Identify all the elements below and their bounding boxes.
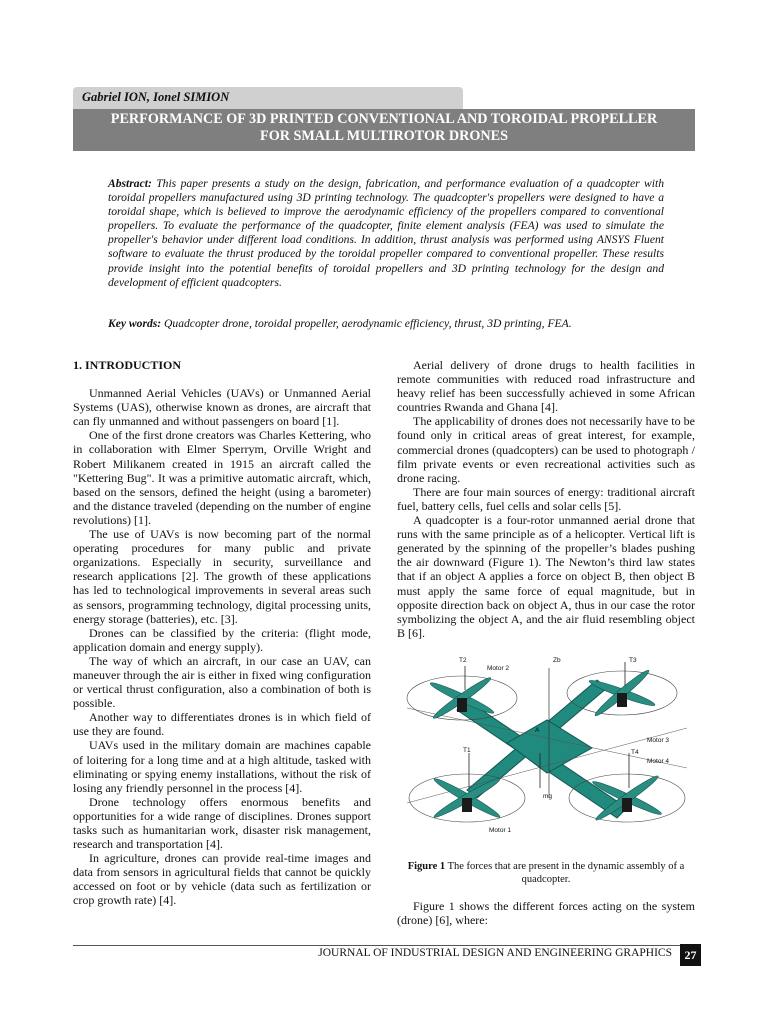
paragraph: Aerial delivery of drone drugs to health facilities in remote communities with reduced road infrastructure and heavy relief has been successfully achieved in some African countries Rwanda and Ghana [4]. — [397, 358, 695, 415]
section-heading: 1. INTRODUCTION — [73, 358, 182, 372]
paragraph: Unmanned Aerial Vehicles (UAVs) or Unmanned Aerial Systems (UAS), otherwise known as drones, are aircraft that can fly unmanned and without passengers on board [1]. — [73, 386, 371, 429]
title-line-2: FOR SMALL MULTIROTOR DRONES — [260, 128, 508, 144]
paragraph: One of the first drone creators was Charles Kettering, who in collaboration with Elmer Sperrym, Orville Wright and Robert Milikanem created in 1915 an aircraft called the "Kettering Bug". It was a primitive automatic aircraft, which, based on the sensors, defined the height (using a barometer) and the distance traveled (depending on the number of engine revolutions) [1]. — [73, 428, 371, 527]
keywords-text: Quadcopter drone, toroidal propeller, aerodynamic efficiency, thrust, 3D printing, FEA. — [164, 317, 572, 330]
label-t3: T3 — [629, 657, 637, 664]
figure-label: Figure 1 — [407, 861, 446, 872]
right-column — [397, 358, 695, 640]
label-motor1: Motor 1 — [489, 827, 512, 834]
keywords-label: Key words: — [108, 317, 162, 330]
label-motor2: Motor 2 — [487, 665, 510, 672]
label-zb: Zb — [553, 657, 561, 664]
left-column — [73, 358, 371, 908]
label-motor3: Motor 3 — [647, 737, 670, 744]
paragraph: The way of which an aircraft, in our case an UAV, can maneuver through the air is either in fixed wing configuration or vertical thrust configuration, also a combination of both is possible. — [73, 653, 371, 711]
abstract-label: Abstract: — [108, 177, 152, 190]
motor — [622, 798, 632, 812]
paragraph: Another way to differentiates drones is in which field of use they are found. — [73, 710, 371, 739]
footer-rule — [73, 945, 695, 946]
label-mg: mg — [543, 793, 553, 800]
label-motor4: Motor 4 — [647, 758, 670, 765]
paragraph: A quadcopter is a four-rotor unmanned aerial drone that runs with the same principle as of a helicopter. Vertical lift is generated by the spinning of the propeller’s blades pushing the air downward (Figure 1). The Newton’s third law states that if an object A applies a force on object B, then object B must apply the same force of equal magnitude, but in opposite direction back on object A, thus in our case the rotor symbolizing the object A, and the air fluid resembling object B [6]. — [397, 513, 695, 640]
figure-caption — [397, 860, 695, 886]
figure-caption-text: The forces that are present in the dynamic assembly of a quadcopter. — [447, 861, 685, 885]
label-t2: T2 — [459, 657, 467, 664]
motor — [462, 798, 472, 812]
label-a: A — [535, 727, 540, 734]
keywords — [108, 317, 668, 331]
paper-title — [73, 111, 695, 145]
paragraph: Figure 1 shows the different forces acting on the system (drone) [6], where: — [397, 899, 695, 928]
paragraph: Drone technology offers enormous benefits and opportunities for a wide range of disciplines. Drones support tasks such as humanitarian work, disaster risk management, research and transportation [4]. — [73, 794, 371, 852]
paragraph: The applicability of drones does not necessarily have to be found only in critical areas of great interest, for example, commercial drones (quadcopters) can be used to photograph / film private events or even recreational activities such as drone racing. — [397, 414, 695, 485]
abstract-text: This paper presents a study on the design, fabrication, and performance evaluation of a quadcopter with toroidal propellers manufactured using 3D printing technology. The quadcopter's propellers were designed to have a toroidal shape, which is believed to improve the aerodynamic efficiency of the propellers compared to conventional propellers. To evaluate the performance of the quadcopter, finite element analysis (FEA) was used to simulate the propeller's behavior under different load conditions. In addition, thrust analysis was performed using ANSYS Fluent software to evaluate the thrust produced by the toroidal propeller compared to conventional propeller. These results provide insight into the potential benefits of toroidal propellers and 3D printing technology for the design and development of efficient quadcopters. — [108, 177, 664, 289]
motor — [617, 693, 627, 707]
paragraph: The use of UAVs is now becoming part of the normal operating procedures for many public and private organizations. Especially in security, surveillance and research applications [2]. The growth of these applications has led to technological improvements in several areas such as sensors, programming technology, digital processing units, energy storage (batteries), etc. [3]. — [73, 527, 371, 626]
journal-name: JOURNAL OF INDUSTRIAL DESIGN AND ENGINEERING GRAPHICS — [318, 947, 672, 959]
page-number: 27 — [680, 944, 701, 966]
paragraph: UAVs used in the military domain are machines capable of loitering for a long time and at a high altitude, tasked with eliminating or spying enemy installations, without the risk of losing any friendly personnel in the process [4]. — [73, 738, 371, 795]
abstract — [108, 177, 664, 290]
right-column-after-figure — [397, 899, 695, 927]
quadcopter-diagram — [397, 648, 695, 858]
title-line-1: PERFORMANCE OF 3D PRINTED CONVENTIONAL AND TOROIDAL PROPELLER — [110, 111, 658, 127]
motor — [457, 698, 467, 712]
label-t4: T4 — [631, 749, 639, 756]
paragraph: There are four main sources of energy: traditional aircraft fuel, battery cells, fuel cells and solar cells [5]. — [397, 484, 695, 513]
quadcopter-figure — [397, 648, 695, 858]
paragraph: Drones can be classified by the criteria: (flight mode, application domain and energy supply). — [73, 625, 371, 654]
paragraph: In agriculture, drones can provide real-time images and data from sensors in agricultural fields that cannot be quickly accessed on foot or by vehicle (data such as fertilization or crop growth rate) [4]. — [73, 851, 371, 908]
authors: Gabriel ION, Ionel SIMION — [82, 90, 230, 104]
label-t1: T1 — [463, 747, 471, 754]
